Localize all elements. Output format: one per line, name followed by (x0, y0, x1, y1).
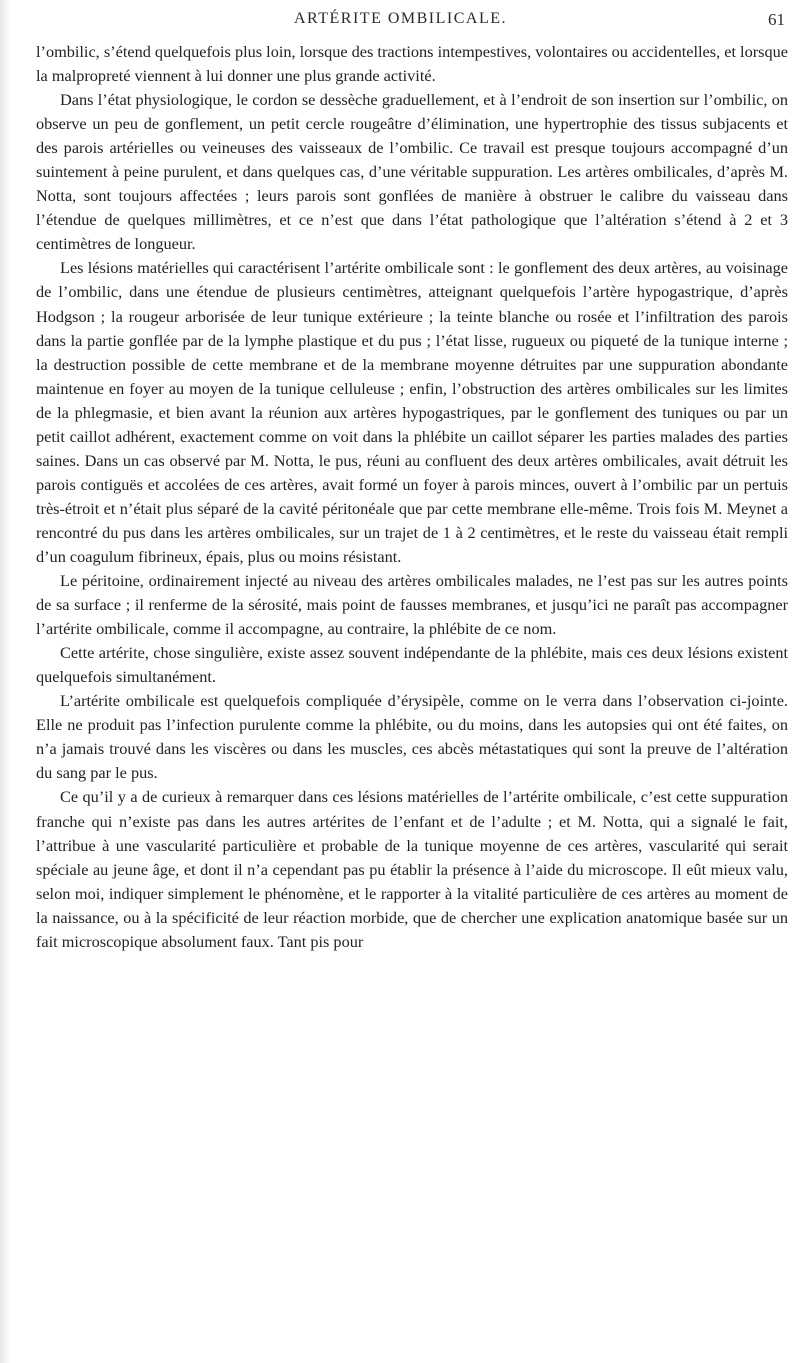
running-head (0, 8, 801, 34)
body-text (36, 40, 788, 954)
paragraph-erysipelas: L’artérite ombilicale est quelquefois compliquée d’érysipèle, comme on le verra dans l’observation ci-jointe. Elle ne produit pas l’infection purulente comme la phlébite, ou du moins, dans les autopsies qui ont été faites, on n’a jamais trouvé dans les viscères ou dans les muscles, ces abcès métastatiques qui sont la preuve de l’altération du sang par le pus. (36, 691, 788, 783)
paragraph-peritoneum: Le péritoine, ordinairement injecté au niveau des artères ombilicales malades, ne l’est pas sur les autres points de sa surface ; il renferme de la sérosité, mais point de fausses membranes, et jusqu’ici ne paraît pas accompagner l’artérite ombilicale, comme il accompagne, au contraire, la phlébite de ce nom. (36, 571, 788, 639)
paragraph-continued: l’ombilic, s’étend quelquefois plus loin, lorsque des tractions intempestives, volontaires ou accidentelles, et lorsque la malpropreté viennent à lui donner une plus grande activité. (36, 42, 788, 86)
paragraph-material-lesions: Les lésions matérielles qui caractérisent l’artérite ombilicale sont : le gonflement des deux artères, au voisinage de l’ombilic, dans une étendue de plusieurs centimètres, atteignant quelquefois l’artère hypogastrique, d’après Hodgson ; la rougeur arborisée de leur tunique extérieure ; la teinte blanche ou rosée et l’infiltration des parois dans la partie gonflée par de la lymphe plastique et du pus ; l’état lisse, rugueux ou piqueté de la tunique interne ; la destruction possible de cette membrane et de la membrane moyenne détruites par une suppuration abondante maintenue en foyer au moyen de la tunique celluleuse ; enfin, l’obstruction des artères ombilicales sur les limites de la phlegmasie, et bien avant la réunion aux artères hypogastriques, par le gonflement des tuniques ou par un petit caillot adhérent, exactement comme on voit dans la phlébite un caillot séparer les parties malades des parties saines. Dans un cas observé par M. Notta, le pus, réuni au confluent des deux artères ombilicales, avait détruit les parois contiguës et accolées de ces artères, avait formé un foyer à parois minces, ouvert à l’ombilic par un pertuis très-étroit et n’était plus séparé de la cavité péritonéale que par cette membrane elle-même. Trois fois M. Meynet a rencontré du pus dans les artères ombilicales, sur un trajet de 1 à 2 centimètres, et le reste du vaisseau était rempli d’un coagulum fibrineux, épais, plus ou moins résistant. (36, 258, 788, 566)
running-head-title: ARTÉRITE OMBILICALE. (293, 10, 507, 27)
paragraph-suppuration: Ce qu’il y a de curieux à remarquer dans ces lésions matérielles de l’artérite ombilicale, c’est cette suppuration franche qui n’existe pas dans les autres artérites de l’enfant et de l’adulte ; et M. Notta, qui a signalé le fait, l’attribue à une vascularité particulière et probable de la tunique moyenne de ces artères, vascularité qui serait spéciale au jeune âge, et dont il n’a cependant pas pu établir la présence à l’aide du microscope. Il eût mieux valu, selon moi, indiquer simplement le phénomène, et le rapporter à la vitalité particulière de ces artères au moment de la naissance, ou à la spécificité de leur réaction morbide, que de chercher une explication anatomique basée sur un fait microscopique absolument faux. Tant pis pour (36, 787, 788, 951)
paragraph-arteritis-independent: Cette artérite, chose singulière, existe assez souvent indépendante de la phlébite, mais ces deux lésions existent quelquefois simultanément. (36, 643, 788, 687)
page-number: 61 (768, 10, 785, 29)
paragraph-physiological-state: Dans l’état physiologique, le cordon se dessèche graduellement, et à l’endroit de son insertion sur l’ombilic, on observe un peu de gonflement, un petit cercle rougeâtre d’élimination, une hypertrophie des tissus subjacents et des parois artérielles ou veineuses des vaisseaux de l’ombilic. Ce travail est presque toujours accompagné d’un suintement à peine purulent, et dans quelques cas, d’une véritable suppuration. Les artères ombilicales, d’après M. Notta, sont toujours affectées ; leurs parois sont gonflées de manière à obstruer le calibre du vaisseau dans l’étendue de quelques millimètres, et ce n’est que dans l’état pathologique que l’altération s’étend à 2 et 3 centimètres de longueur. (36, 90, 788, 254)
page-gutter-shadow (0, 0, 10, 1363)
